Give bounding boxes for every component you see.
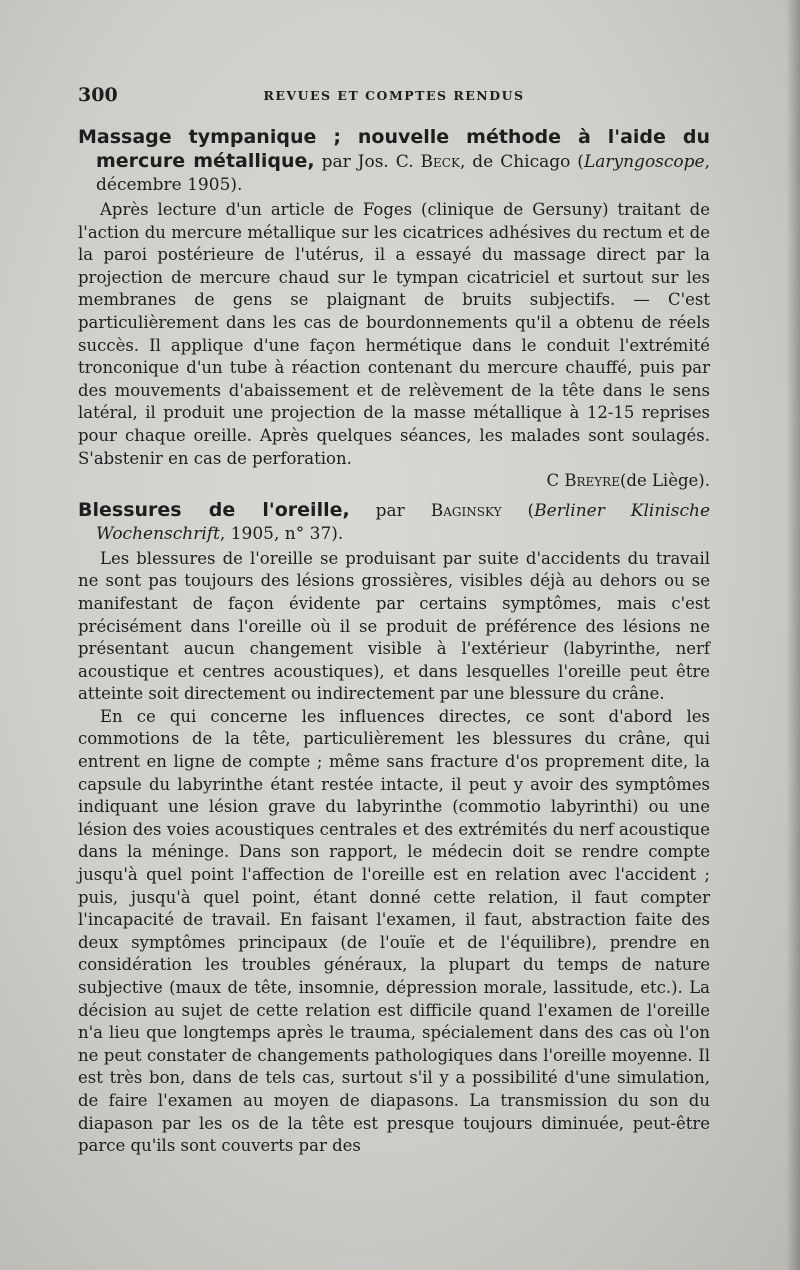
article-body (78, 199, 710, 470)
byline-prefix: par (349, 500, 431, 521)
author-location: ( (501, 500, 535, 521)
article-massage-tympanique (78, 126, 710, 493)
article-body (78, 548, 710, 1158)
journal-name: Berliner Klinische Wochenschrift (96, 500, 711, 544)
signature-name: Breyre (564, 471, 620, 491)
paragraph: Après lecture d'un article de Foges (clinique de Gersuny) traitant de l'action du mercure métallique sur les cicatrices adhésives du rectum et de la paroi postérieure de l'utérus, il a essayé du massage direct par la projection de mercure chaud sur le tympan cicatriciel et surtout sur les membranes de gens se plaignant de bruits subjectifs. — C'est particulièrement dans les cas de bourdonnements qu'il a obtenu de réels succès. Il applique d'une façon hermétique dans le conduit l'extrémité tronconique d'un tube à réaction contenant du mercure chauffé, puis par des mouvements d'abaissement et de relèvement de la tête dans le sens latéral, il produit une projection de la masse métallique à 12-15 reprises pour chaque oreille. Après quelques séances, les malades sont soulagés. S'abstenir en cas de perforation. (78, 200, 710, 468)
publication-date: , décembre 1905). (96, 152, 711, 195)
article-heading (78, 126, 710, 197)
article-blessures-oreille (78, 499, 710, 1158)
page-number: 300 (78, 84, 118, 106)
reviewer-signature (78, 470, 710, 493)
signature-place: (de Liège). (619, 471, 710, 491)
author-location: , de Chicago ( (459, 152, 584, 172)
article-title: Blessures de l'oreille, (78, 498, 350, 521)
running-header (78, 84, 710, 114)
journal-name: Laryngoscope (583, 152, 705, 172)
signature-initial: C (546, 471, 565, 491)
article-heading (78, 499, 710, 546)
paragraph: En ce qui concerne les influences directes, ce sont d'abord les commotions de la tête, particulièrement les blessures du crâne, qui entrent en ligne de compte ; même sans fracture d'os proprement dite, la capsule du labyrinthe étant restée intacte, il peut y avoir des symptômes indiquant une lésion grave du labyrinthe (commotio labyrinthi) ou une lésion des voies acoustiques centrales et des extrémités du nerf acoustique dans la méninge. Dans son rapport, le médecin doit se rendre compte jusqu'à quel point l'affection de l'oreille est en relation avec l'accident ; puis, jusqu'à quel point, étant donné cette relation, il faut compter l'incapacité de travail. En faisant l'examen, il faut, abstraction faite des deux symptômes principaux (de l'ouïe et de l'équilibre), prendre en considération les troubles généraux, la plupart du temps de nature subjective (maux de tête, insomnie, dépression morale, lassitude, etc.). La décision au sujet de cette relation est difficile quand l'examen de l'oreille n'a lieu que longtemps après le trauma, spécialement dans des cas où l'on ne peut constater de changements pathologiques dans l'oreille moyenne. Il est très bon, dans de tels cas, surtout s'il y a possibilité d'une simulation, de faire l'examen au moyen de diapasons. La transmission du son du diapason par les os de la tête est presque toujours diminuée, peut-être parce qu'ils sont couverts par des (78, 706, 710, 1156)
paragraph: Les blessures de l'oreille se produisant par suite d'accidents du travail ne sont pas toujours des lésions grossières, visibles déjà au dehors ou se manifestant de façon évidente par certains symptômes, mais c'est précisément dans l'oreille où il se produit de préférence des lésions ne présentant aucun changement visible à l'extérieur (labyrinthe, nerf acoustique et centres acoustiques), et dans lesquelles l'oreille peut être atteinte soit directement ou indirectement par une blessure du crâne. (78, 548, 710, 704)
byline-prefix: par Jos. C. (314, 152, 421, 172)
article-author: Baginsky (430, 500, 502, 521)
article-title: Massage tympanique ; nouvelle méthode à l'aide du mercure métallique, (78, 126, 710, 172)
running-title: REVUES ET COMPTES RENDUS (263, 88, 525, 103)
article-author: Beck (420, 152, 460, 172)
page-content (78, 84, 710, 1164)
publication-date: , 1905, n° 37). (219, 523, 344, 544)
